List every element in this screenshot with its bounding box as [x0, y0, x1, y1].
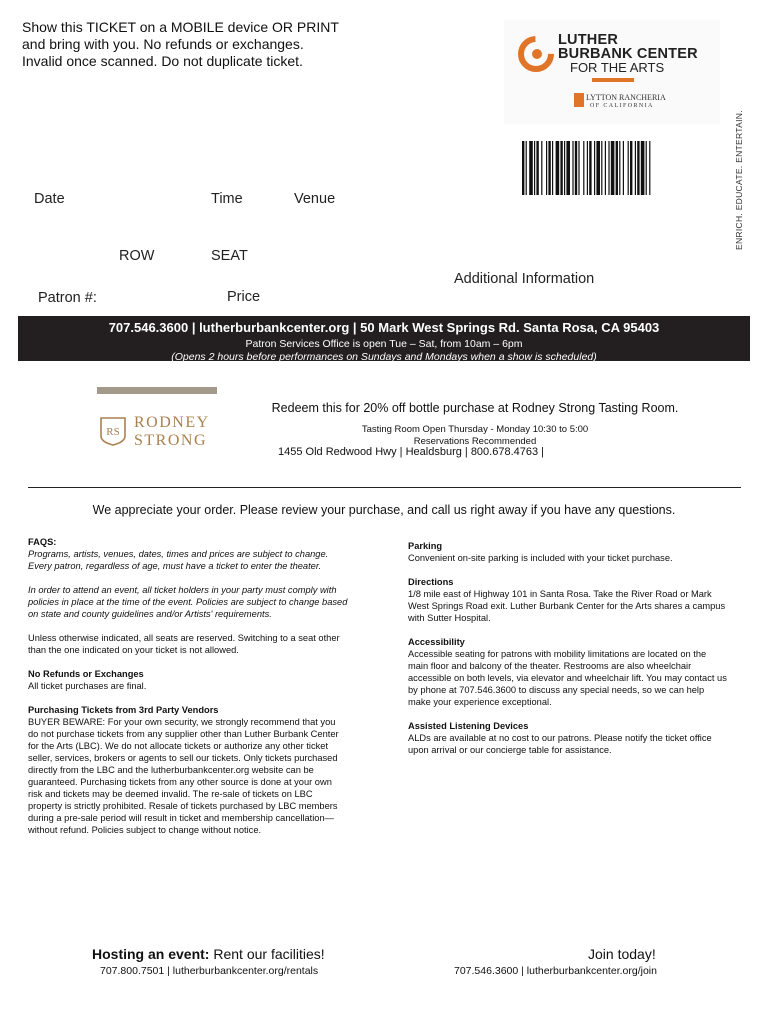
promo-accent-bar: [97, 387, 217, 394]
parking-body: Convenient on-site parking is included with your ticket purchase.: [408, 553, 673, 563]
appreciation-message: We appreciate your order. Please review your purchase, and call us right away if you have any questions.: [92, 503, 676, 517]
label-patron: Patron #:: [38, 290, 97, 306]
notice-line: Invalid once scanned. Do not duplicate ticket.: [22, 53, 303, 69]
ticket-notice: [22, 19, 352, 70]
ald-title: Assisted Listening Devices: [408, 721, 529, 731]
hosting-rest: Rent our facilities!: [209, 946, 325, 962]
parking-title: Parking: [408, 541, 443, 551]
label-price: Price: [227, 289, 261, 305]
office-hours-line: Patron Services Office is open Tue – Sat, from 10am – 6pm: [245, 338, 523, 350]
office-hours-note: (Opens 2 hours before performances on Sundays and Mondays when a show is scheduled): [171, 351, 597, 363]
ald-body: ALDs are available at no cost to our patrons. Please notify the ticket office upon arrival or our concierge table for assistance.: [408, 733, 712, 755]
label-seat: SEAT: [211, 248, 248, 264]
label-additional-info: Additional Information: [454, 271, 595, 287]
refunds-body: All ticket purchases are final.: [28, 681, 147, 691]
promo-headline: Redeem this for 20% off bottle purchase at Rodney Strong Tasting Room.: [271, 401, 679, 415]
accessibility-body: Accessible seating for patrons with mobility limitations are located on the main floor and balcony of the theater. Restrooms are also wheelchair accessible on both levels, via elevator and wheelchair lift. You may contact us by phone at 707.546.3600 to discuss any special needs, so we can help make your experience exceptional.: [408, 649, 727, 707]
faq-title: FAQS:: [28, 537, 57, 547]
label-venue: Venue: [294, 191, 336, 207]
ticket-barcode: [522, 141, 718, 195]
accessibility-title: Accessibility: [408, 637, 465, 647]
hosting-heading: [92, 946, 325, 962]
logo-tag-bar: [592, 78, 634, 82]
contact-line: 707.546.3600 | lutherburbankcenter.org | 50 Mark West Springs Rd. Santa Rosa, CA 95403: [108, 320, 660, 335]
rodney-strong-logo-line1: RODNEY: [134, 414, 210, 431]
tasting-room-hours: Tasting Room Open Thursday - Monday 10:30 to 5:00: [361, 424, 589, 435]
sponsor-name: LYTTON RANCHERIA: [586, 93, 666, 102]
logo-text-line1: LUTHER: [558, 32, 619, 48]
reservations-note: Reservations Recommended: [413, 436, 537, 447]
notice-line: and bring with you. No refunds or exchanges.: [22, 36, 304, 52]
hosting-bold: Hosting an event:: [92, 946, 210, 962]
section-divider: [28, 487, 741, 488]
third-party-body: BUYER BEWARE: For your own security, we strongly recommend that you do not purchase tickets from any supplier other than Luther Burbank Center for the Arts (LBC). We do not allocate tickets or authorize any other ticket seller, services, brokers or agents to sell our tickets. Only tickets purchased directly from the LBC and the lutherburbankcenter.org website can be guaranteed. Purchasing tickets from any other source is done at your own risk and tickets may be deemed invalid. The re-sale of tickets on LBC property is strictly prohibited. Resale of tickets purchased by LBC members during a pre-sale period will result in ticket and membership cancellation—without refund. Policies subject to change without notice.: [28, 717, 339, 835]
directions-title: Directions: [408, 577, 454, 587]
tagline-text: ENRICH. EDUCATE. ENTERTAIN.: [734, 110, 744, 250]
third-party-title: Purchasing Tickets from 3rd Party Vendors: [28, 705, 219, 715]
info-column: [408, 540, 728, 768]
faq-paragraph: In order to attend an event, all ticket holders in your party must comply with policies in place at the time of the event. Policies are subject to change based on state and county guidelines and/or Artists' requirements.: [28, 585, 348, 619]
logo-text-line3: FOR THE ARTS: [570, 60, 665, 75]
contact-band: [18, 316, 750, 361]
seal-text: RS: [106, 426, 120, 438]
join-heading: Join today!: [588, 946, 656, 962]
faq-paragraph: Unless otherwise indicated, all seats are reserved. Switching to a seat other than the one indicated on your ticket is not allowed.: [28, 633, 340, 655]
lytton-emblem-icon: [574, 93, 584, 107]
label-row: ROW: [119, 248, 155, 264]
luther-burbank-logo: [504, 20, 720, 124]
faq-column: [28, 536, 348, 848]
sponsor-subtitle: OF CALIFORNIA: [590, 103, 654, 109]
join-contact: 707.546.3600 | lutherburbankcenter.org/join: [454, 965, 657, 977]
directions-body: 1/8 mile east of Highway 101 in Santa Rosa. Take the River Road or Mark West Springs Road exit. Luther Burbank Center for the Arts shares a campus with Sutter Hospital.: [408, 589, 726, 623]
promo-address: 1455 Old Redwood Hwy | Healdsburg | 800.678.4763 |: [278, 446, 545, 458]
promo-hours: [240, 424, 710, 448]
rodney-strong-logo-line2: STRONG: [134, 432, 208, 449]
rentals-contact: 707.800.7501 | lutherburbankcenter.org/rentals: [100, 965, 319, 977]
label-date: Date: [34, 191, 65, 207]
logo-text-line2: BURBANK CENTER: [558, 46, 698, 62]
logo-mark-icon: [518, 36, 554, 72]
faq-paragraph: Programs, artists, venues, dates, times and prices are subject to change. Every patron, regardless of age, must have a ticket to enter the theater.: [28, 549, 329, 571]
rodney-strong-seal-icon: [100, 416, 126, 446]
label-time: Time: [211, 191, 243, 207]
refunds-title: No Refunds or Exchanges: [28, 669, 144, 679]
notice-line: Show this TICKET on a MOBILE device OR PRINT: [22, 19, 339, 35]
